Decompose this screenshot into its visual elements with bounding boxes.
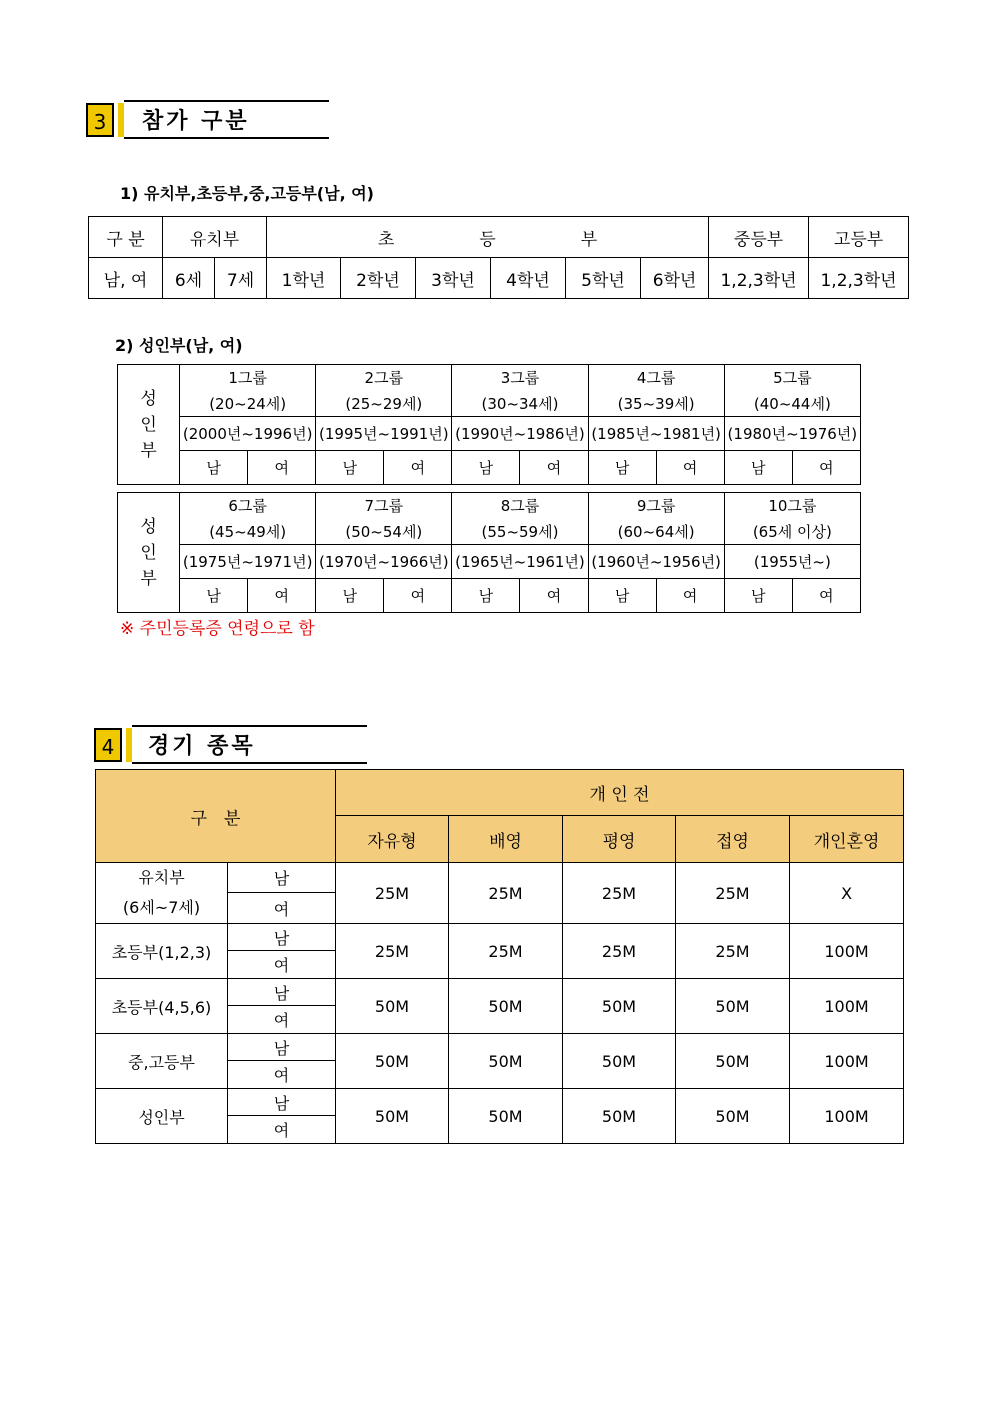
group-age: (40~44세) (724, 391, 860, 417)
value-cell: 50M (449, 1034, 563, 1089)
subheading-youth: 1) 유치부,초등부,중,고등부(남, 여) (120, 184, 374, 203)
male-cell: 남 (228, 979, 336, 1006)
value-cell: 50M (676, 979, 790, 1034)
table-cell: 6학년 (641, 258, 709, 299)
table-cell: 7세 (215, 258, 267, 299)
table-cell: 1,2,3학년 (709, 258, 809, 299)
value-cell: 50M (336, 1089, 449, 1144)
group-age: (50~54세) (316, 519, 452, 545)
side-char: 성 (140, 516, 157, 537)
section-3-number: 3 (86, 103, 114, 137)
female-cell: 여 (228, 1116, 336, 1144)
group-name: 2그룹 (316, 365, 452, 391)
female-cell: 여 (384, 451, 452, 485)
female-cell: 여 (792, 579, 860, 613)
male-cell: 남 (180, 451, 248, 485)
section-3-top-rule (124, 100, 329, 102)
side-char: 성 (140, 388, 157, 409)
female-cell: 여 (248, 579, 316, 613)
male-cell: 남 (588, 451, 656, 485)
table-cell: 5학년 (566, 258, 641, 299)
group-name: 3그룹 (452, 365, 588, 391)
value-cell: 100M (790, 1089, 904, 1144)
group-years: (1985년~1981년) (588, 417, 724, 451)
value-cell: 50M (336, 1034, 449, 1089)
event-header: 개인혼영 (790, 816, 904, 863)
adult-side-label (118, 493, 180, 613)
group-name: 10그룹 (724, 493, 860, 519)
section-4-accent-bar (126, 728, 132, 762)
youth-division-table (88, 216, 909, 299)
event-header: 배영 (449, 816, 563, 863)
header-elementary: 초 등 부 (267, 217, 709, 258)
adult-side-label (118, 365, 180, 485)
event-header: 접영 (676, 816, 790, 863)
value-cell: 50M (336, 979, 449, 1034)
value-cell: X (790, 863, 904, 924)
division-sublabel: (6세~7세) (122, 898, 201, 917)
group-age: (20~24세) (180, 391, 316, 417)
side-char: 부 (140, 568, 157, 589)
group-name: 1그룹 (180, 365, 316, 391)
header-gubun: 구 분 (96, 770, 336, 863)
male-cell: 남 (228, 924, 336, 951)
group-years: (1960년~1956년) (588, 545, 724, 579)
value-cell: 25M (336, 924, 449, 979)
age-note: ※ 주민등록증 연령으로 함 (120, 619, 315, 639)
table-cell: 1학년 (267, 258, 341, 299)
group-name: 8그룹 (452, 493, 588, 519)
division-cell: 초등부(1,2,3) (96, 924, 228, 979)
female-cell: 여 (384, 579, 452, 613)
value-cell: 50M (676, 1034, 790, 1089)
value-cell: 25M (449, 863, 563, 924)
male-cell: 남 (316, 451, 384, 485)
group-name: 9그룹 (588, 493, 724, 519)
male-cell: 남 (588, 579, 656, 613)
male-cell: 남 (316, 579, 384, 613)
table-header-row (89, 217, 909, 258)
group-age: (65세 이상) (724, 519, 860, 545)
events-table (95, 769, 904, 1144)
group-name: 5그룹 (724, 365, 860, 391)
event-header: 평영 (563, 816, 676, 863)
division-cell: 중,고등부 (96, 1034, 228, 1089)
value-cell: 25M (449, 924, 563, 979)
female-cell: 여 (656, 451, 724, 485)
group-name: 4그룹 (588, 365, 724, 391)
header-gubun: 구 분 (89, 217, 163, 258)
value-cell: 50M (563, 1089, 676, 1144)
male-cell: 남 (228, 1034, 336, 1061)
table-cell: 1,2,3학년 (809, 258, 909, 299)
female-cell: 여 (520, 579, 588, 613)
value-cell: 100M (790, 1034, 904, 1089)
section-3-title: 참가 구분 (142, 109, 250, 134)
group-age: (60~64세) (588, 519, 724, 545)
female-cell: 여 (520, 451, 588, 485)
table-row (89, 258, 909, 299)
header-kinder: 유치부 (163, 217, 267, 258)
group-age: (35~39세) (588, 391, 724, 417)
male-cell: 남 (724, 451, 792, 485)
female-cell: 여 (228, 1006, 336, 1034)
table-cell: 4학년 (491, 258, 566, 299)
division-cell: 초등부(4,5,6) (96, 979, 228, 1034)
value-cell: 100M (790, 924, 904, 979)
group-years: (1975년~1971년) (180, 545, 316, 579)
value-cell: 50M (449, 979, 563, 1034)
female-cell: 여 (656, 579, 724, 613)
section-4-top-rule (132, 725, 367, 727)
side-char: 인 (140, 542, 157, 563)
male-cell: 남 (228, 863, 336, 893)
section-4-title: 경기 종목 (148, 734, 256, 759)
adult-group-table-2 (117, 492, 861, 613)
value-cell: 50M (676, 1089, 790, 1144)
group-years: (1980년~1976년) (724, 417, 860, 451)
male-cell: 남 (452, 451, 520, 485)
table-cell: 2학년 (341, 258, 416, 299)
value-cell: 50M (563, 1034, 676, 1089)
value-cell: 25M (676, 924, 790, 979)
table-cell: 3학년 (416, 258, 491, 299)
subheading-adult: 2) 성인부(남, 여) (115, 336, 243, 355)
side-char: 인 (140, 414, 157, 435)
section-4-bottom-rule (132, 762, 367, 764)
division-label: 유치부 (138, 868, 185, 887)
female-cell: 여 (248, 451, 316, 485)
table-cell: 6세 (163, 258, 215, 299)
group-years: (1955년~) (724, 545, 860, 579)
adult-group-table-1 (117, 364, 861, 485)
side-char: 부 (140, 440, 157, 461)
value-cell: 50M (449, 1089, 563, 1144)
group-name: 6그룹 (180, 493, 316, 519)
section-3-bottom-rule (124, 137, 329, 139)
female-cell: 여 (792, 451, 860, 485)
group-years: (1970년~1966년) (316, 545, 452, 579)
female-cell: 여 (228, 951, 336, 979)
value-cell: 25M (563, 863, 676, 924)
female-cell: 여 (228, 1061, 336, 1089)
value-cell: 25M (336, 863, 449, 924)
table-cell: 남, 여 (89, 258, 163, 299)
section-3-accent-bar (118, 103, 124, 137)
division-cell: 성인부 (96, 1089, 228, 1144)
male-cell: 남 (452, 579, 520, 613)
event-header: 자유형 (336, 816, 449, 863)
group-years: (1990년~1986년) (452, 417, 588, 451)
section-4-number: 4 (94, 728, 122, 762)
value-cell: 25M (676, 863, 790, 924)
value-cell: 100M (790, 979, 904, 1034)
header-individual: 개 인 전 (336, 770, 904, 816)
group-name: 7그룹 (316, 493, 452, 519)
value-cell: 50M (563, 979, 676, 1034)
male-cell: 남 (724, 579, 792, 613)
male-cell: 남 (180, 579, 248, 613)
group-age: (25~29세) (316, 391, 452, 417)
group-age: (45~49세) (180, 519, 316, 545)
division-cell (96, 863, 228, 924)
group-years: (1965년~1961년) (452, 545, 588, 579)
group-years: (1995년~1991년) (316, 417, 452, 451)
group-age: (55~59세) (452, 519, 588, 545)
value-cell: 25M (563, 924, 676, 979)
group-years: (2000년~1996년) (180, 417, 316, 451)
male-cell: 남 (228, 1089, 336, 1116)
header-high: 고등부 (809, 217, 909, 258)
female-cell: 여 (228, 893, 336, 924)
header-middle: 중등부 (709, 217, 809, 258)
group-age: (30~34세) (452, 391, 588, 417)
